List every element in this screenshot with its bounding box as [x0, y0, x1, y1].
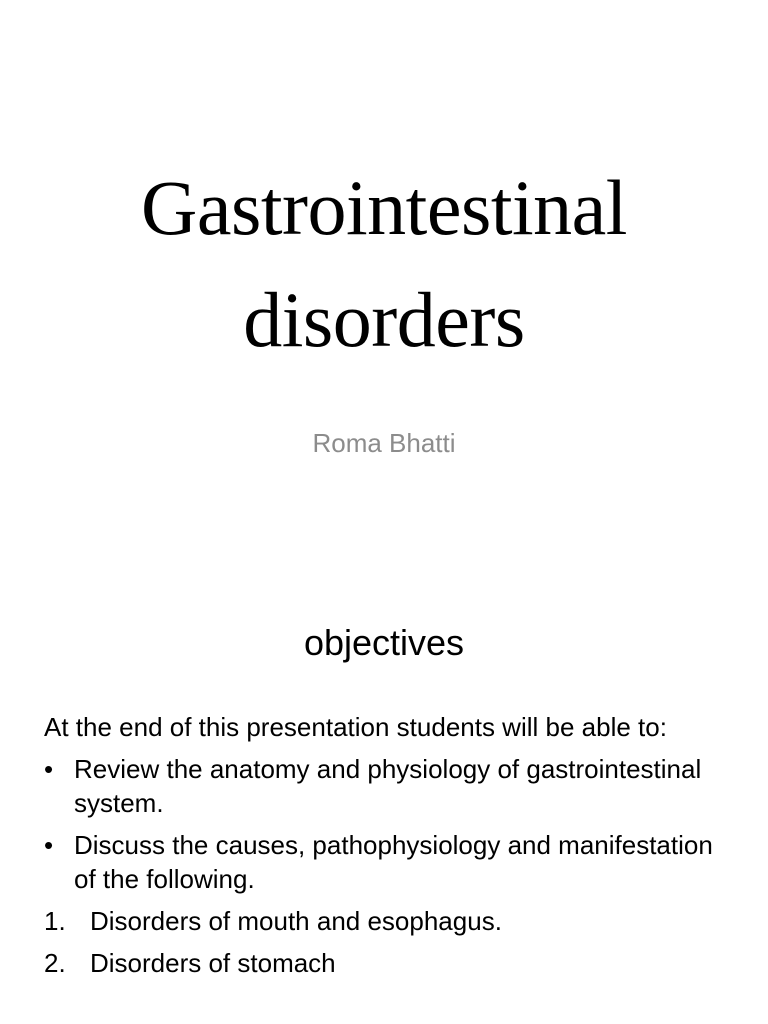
bullet-text: Discuss the causes, pathophysiology and manifestation of the following.	[74, 830, 713, 894]
numbered-item	[44, 946, 734, 980]
author-name: Roma Bhatti	[312, 428, 456, 458]
numbered-item	[44, 904, 734, 938]
bullet-marker: •	[44, 830, 54, 860]
number-marker: 2.	[44, 948, 66, 978]
objectives-slide	[0, 560, 768, 1024]
title-line-1: Gastrointestinal	[141, 164, 627, 251]
objectives-intro: At the end of this presentation students will be able to:	[44, 712, 667, 742]
objectives-heading: objectives	[303, 622, 465, 663]
number-marker: 1.	[44, 906, 66, 936]
bullet-text: Review the anatomy and physiology of gastrointestinal system.	[74, 754, 702, 818]
numbered-text: Disorders of stomach	[90, 948, 336, 978]
numbered-text: Disorders of mouth and esophagus.	[90, 906, 502, 936]
presentation-title	[0, 152, 768, 376]
bullet-item	[44, 828, 734, 896]
bullet-marker: •	[44, 754, 54, 784]
title-line-2: disorders	[243, 276, 525, 363]
bullet-item	[44, 752, 734, 820]
objectives-body	[44, 710, 734, 988]
